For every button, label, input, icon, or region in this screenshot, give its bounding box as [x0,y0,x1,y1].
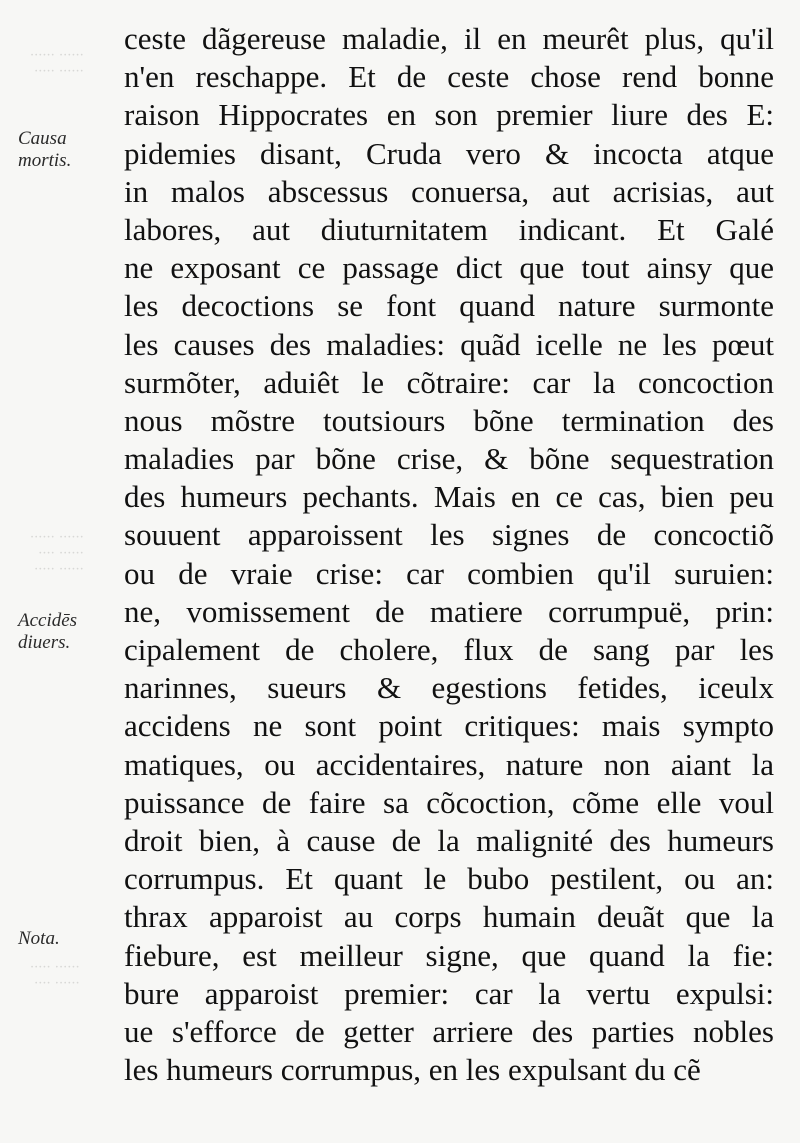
text-line: des humeurs pechants. Mais en ce cas, bien peu [124,479,774,515]
margin-note-line: Accidēs [18,610,78,631]
text-line: ne exposant ce passage dict que tout ainsy que [124,250,774,286]
text-line: les humeurs corrumpus, en les expulsant du cẽ [124,1052,701,1088]
margin-note-nota [18,928,118,950]
text-line: labores, aut diuturnitatem indicant. Et Galé [124,211,774,247]
text-line: raison Hippocrates en son premier liure des E: [124,97,774,133]
show-through-text: ······ ······ ······ ····· [30,48,84,79]
text-line: thrax apparoist au corps humain deuãt que la [124,899,774,935]
text-line: n'en reschappe. Et de ceste chose rend bonne [124,59,774,95]
text-line: puissance de faire sa cõcoction, cõme elle voul [124,784,774,820]
text-line: souuent apparoissent les signes de concoctiõ [124,517,774,553]
margin-note-line: Nota. [18,928,60,949]
text-line: bure apparoist premier: car la vertu expulsi: [124,975,774,1011]
text-line: fiebure, est meilleur signe, que quand la fie: [124,937,774,973]
text-line: les decoctions se font quand nature surmonte [124,288,774,324]
text-line: corrumpus. Et quant le bubo pestilent, ou an: [124,861,774,897]
margin-note-causa-mortis [18,128,118,172]
text-line: droit bien, à cause de la malignité des humeurs [124,822,774,858]
text-line: ceste dãgereuse maladie, il en meurêt plus, qu'il [124,21,774,56]
text-line: les causes des maladies: quãd icelle ne les pœut [124,326,774,362]
text-line: pidemies disant, Cruda vero & incocta atque [124,135,774,171]
text-line: narinnes, sueurs & egestions fetides, iceulx [124,670,774,706]
text-line: ou de vraie crise: car combien qu'il suruien: [124,555,774,591]
margin-note-line: diuers. [18,632,71,653]
text-line: cipalement de cholere, flux de sang par les [124,632,774,667]
text-line: in malos abscessus conuersa, aut acrisias, aut [124,173,774,209]
body-text [124,20,774,1089]
margin-note-line: mortis. [18,150,72,171]
text-line: accidens ne sont point critiques: mais sympto [124,708,774,744]
show-through-text: ······ ····· ······ ···· [30,960,80,991]
text-line: ne, vomissement de matiere corrumpuë, prin: [124,593,774,629]
show-through-text: ······ ······ ······ ···· ······ ····· [30,530,84,577]
text-line: nous mõstre toutsiours bõne termination des [124,402,774,438]
margin-note-line: Causa [18,128,67,149]
text-line: surmõter, aduiêt le cõtraire: car la concoction [124,364,774,400]
margin-note-accidens-diuers [18,610,118,654]
text-line: matiques, ou accidentaires, nature non aiant la [124,746,774,782]
text-line: ue s'efforce de getter arriere des parties nobles [124,1013,774,1049]
text-line: maladies par bõne crise, & bõne sequestration [124,441,774,477]
